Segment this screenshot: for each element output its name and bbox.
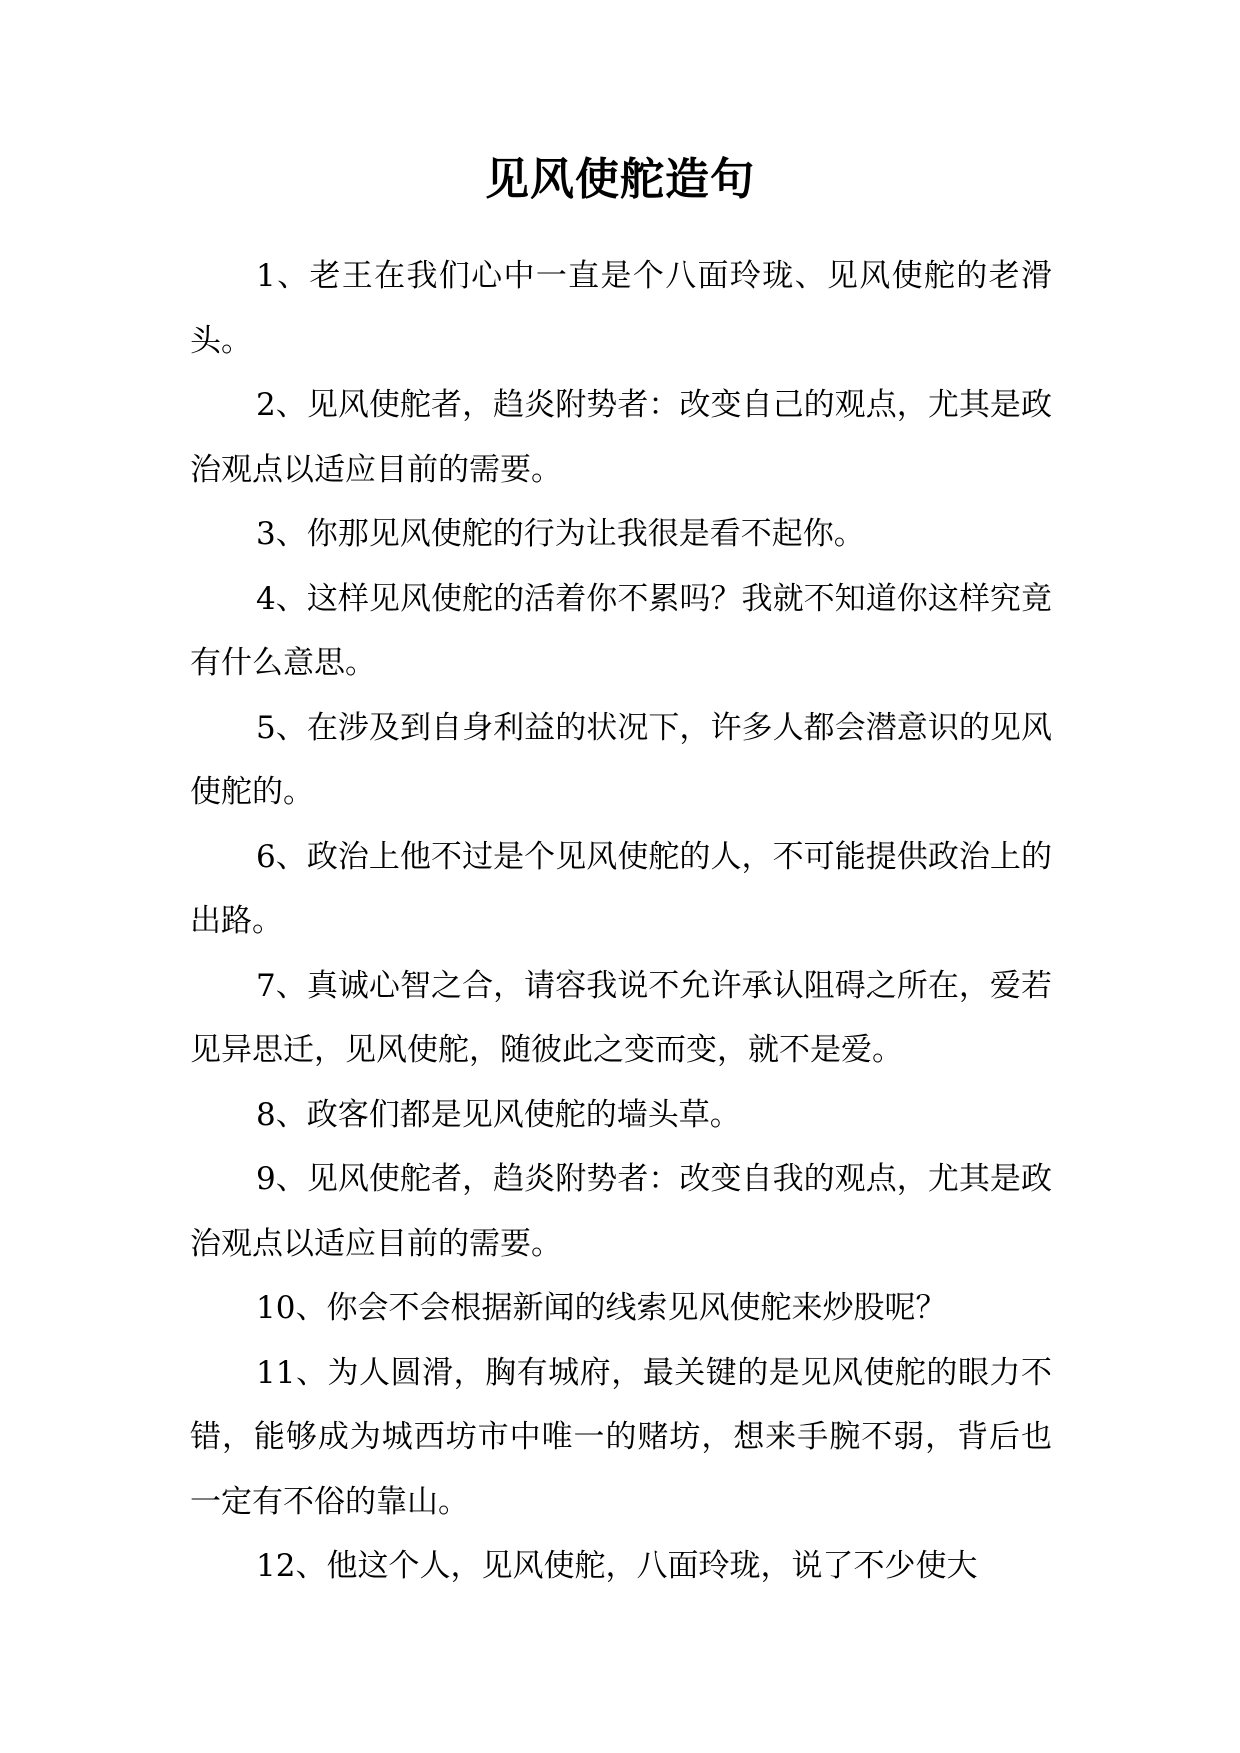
document-body xyxy=(190,244,1052,1599)
page-title: 见风使舵造句 xyxy=(485,154,755,205)
sentence-paragraph: 2、见风使舵者，趋炎附势者：改变自己的观点，尤其是政治观点以适应目前的需要。 xyxy=(190,387,1052,488)
sentence-paragraph: 3、你那见风使舵的行为让我很是看不起你。 xyxy=(256,516,865,552)
sentence-paragraph: 9、见风使舵者，趋炎附势者：改变自我的观点，尤其是政治观点以适应目前的需要。 xyxy=(190,1161,1052,1262)
sentence-paragraph: 11、为人圆滑，胸有城府，最关键的是见风使舵的眼力不错，能够成为城西坊市中唯一的赌坊，想来手腕不弱，背后也一定有不俗的靠山。 xyxy=(190,1354,1052,1520)
sentence-paragraph: 4、这样见风使舵的活着你不累吗？我就不知道你这样究竟有什么意思。 xyxy=(190,580,1052,681)
sentence-paragraph: 10、你会不会根据新闻的线索见风使舵来炒股呢？ xyxy=(256,1290,947,1326)
sentence-paragraph: 12、他这个人，见风使舵，八面玲珑，说了不少使大 xyxy=(256,1548,978,1584)
sentence-paragraph: 6、政治上他不过是个见风使舵的人，不可能提供政治上的出路。 xyxy=(190,838,1052,939)
sentence-paragraph: 5、在涉及到自身利益的状况下，许多人都会潜意识的见风使舵的。 xyxy=(190,709,1052,810)
sentence-paragraph: 8、政客们都是见风使舵的墙头草。 xyxy=(256,1096,741,1133)
sentence-paragraph: 1、老王在我们心中一直是个八面玲珑、见风使舵的老滑头。 xyxy=(190,258,1052,359)
sentence-paragraph: 7、真诚心智之合，请容我说不允许承认阻碍之所在，爱若见异思迁，见风使舵，随彼此之变而变，就不是爱。 xyxy=(190,967,1052,1068)
